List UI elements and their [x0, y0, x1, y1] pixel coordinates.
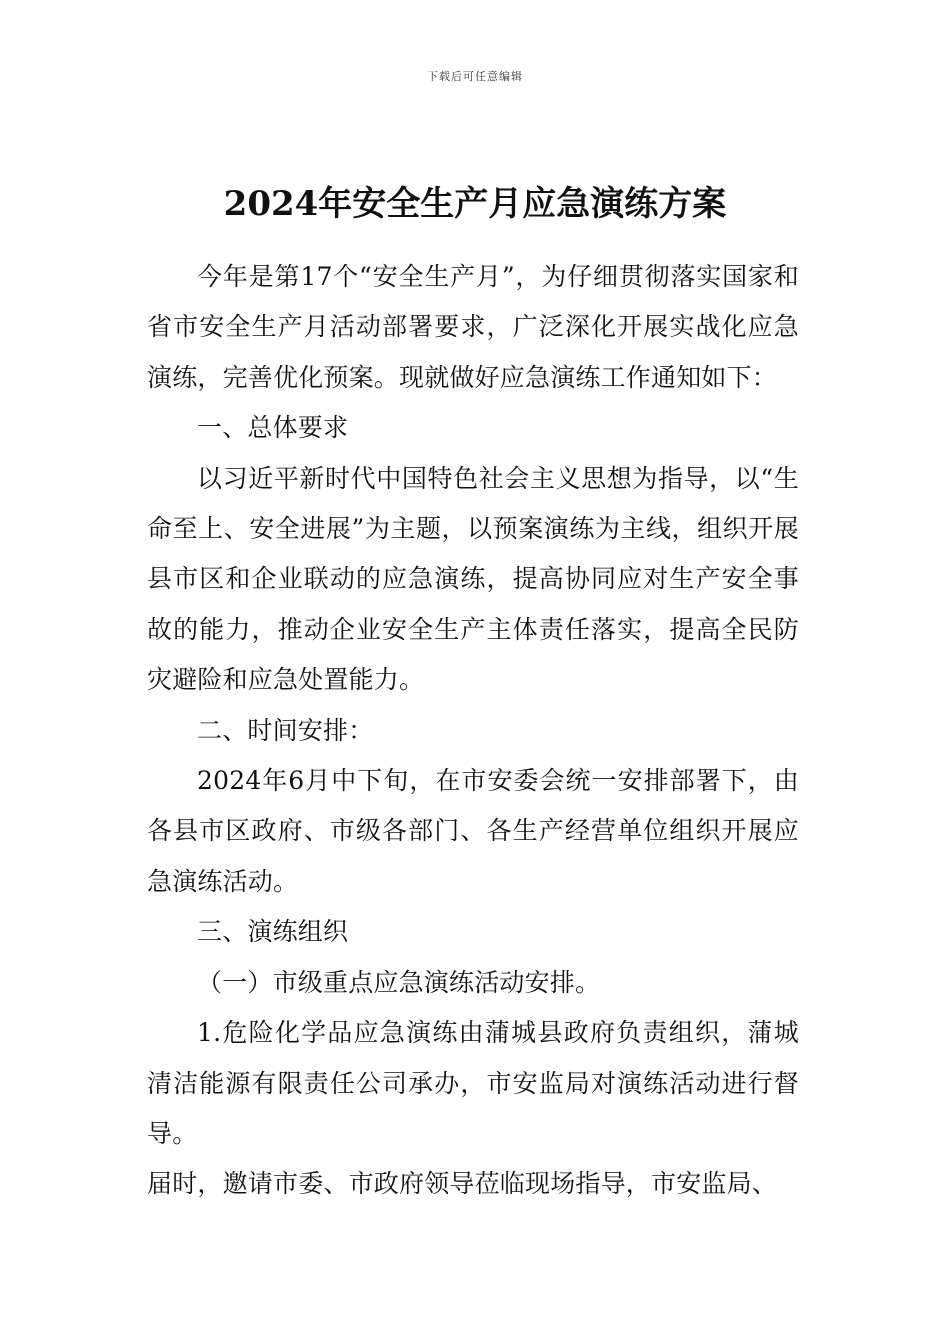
section-heading-drill-organization: 三、演练组织 — [197, 917, 349, 947]
list-item-hazardous-chemicals-drill: 1.危险化学品应急演练由蒲城县政府负责组织，蒲城清洁能源有限责任公司承办，市安监局对演练活动进行督导。 — [147, 1018, 799, 1148]
header-note: 下载后可任意编辑 — [427, 70, 523, 83]
section-heading-time-arrangement: 二、时间安排： — [197, 715, 374, 745]
document-title: 2024年安全生产月应急演练方案 — [223, 184, 727, 224]
document-body — [147, 252, 799, 1210]
time-arrangement-paragraph: 2024年6月中下旬，在市安委会统一安排部署下，由各县市区政府、市级各部门、各生产经营单位组织开展应急演练活动。 — [147, 766, 799, 896]
continuation-paragraph: 届时，邀请市委、市政府领导莅临现场指导，市安监局、 — [147, 1169, 778, 1199]
subsection-heading-city-drills: （一）市级重点应急演练活动安排。 — [197, 967, 601, 997]
section-heading-overall-requirements: 一、总体要求 — [197, 413, 349, 443]
intro-paragraph: 今年是第17个“安全生产月”，为仔细贯彻落实国家和省市安全生产月活动部署要求，广泛深化开展实战化应急演练，完善优化预案。现就做好应急演练工作通知如下： — [147, 262, 799, 392]
overall-requirements-paragraph: 以习近平新时代中国特色社会主义思想为指导，以“生命至上、安全进展”为主题，以预案演练为主线，组织开展县市区和企业联动的应急演练，提高协同应对生产安全事故的能力，推动企业安全生产主体责任落实，提高全民防灾避险和应急处置能力。 — [147, 463, 799, 695]
